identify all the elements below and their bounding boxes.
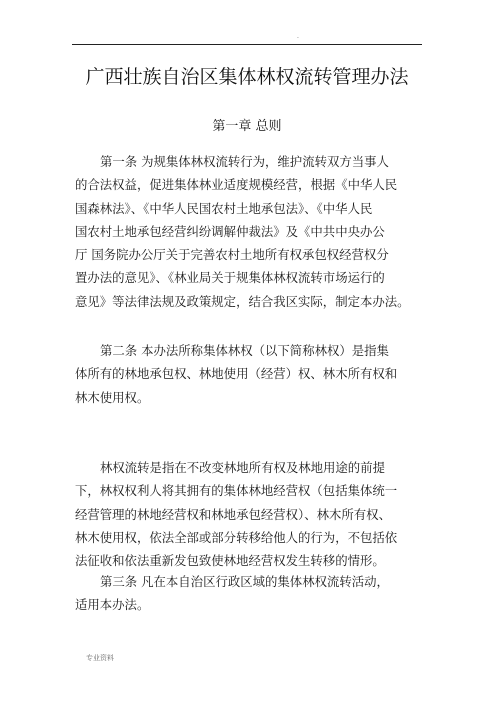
article-3-paragraph <box>75 570 424 617</box>
document-title: 广西壮族自治区集体林权流转管理办法 <box>85 66 409 88</box>
paragraph-line: 林权流转是指在不改变林地所有权及林地用途的前提 <box>100 460 385 475</box>
paragraph-line: 的合法权益，促进集体林业适度规模经营，根据《中华人民 <box>75 177 398 193</box>
header-mark: . <box>297 33 299 40</box>
chapter-heading: 第一章 总则 <box>212 119 282 134</box>
paragraph-line: 体所有的林地承包权、林地使用（经营）权、林木所有权和 <box>75 366 398 382</box>
paragraph-line: 适用本办法。 <box>75 597 150 613</box>
paragraph-line: 下，林权权利人将其拥有的集体林地经营权（包括集体统一 <box>75 483 398 499</box>
paragraph-line: 法征收和依法重新发包致使林地经营权发生转移的情形。 <box>75 553 385 569</box>
paragraph-line: 经营管理的林地经营权和林地承包经营权）、林木所有权、 <box>75 506 391 522</box>
paragraph-line: 第一条 为规集体林权流转行为，维护流转双方当事人 <box>100 154 389 169</box>
forest-transfer-definition-paragraph <box>75 456 424 572</box>
paragraph-line: 厅 国务院办公厅关于完善农村土地所有权承包权经营权分 <box>75 247 389 263</box>
article-1-paragraph <box>75 150 424 313</box>
footer-label: 专业资料 <box>86 654 114 662</box>
paragraph-line: 林木使用权。 <box>75 389 150 405</box>
article-2-paragraph <box>75 339 424 409</box>
paragraph-line: 国农村土地承包经营纠纷调解仲裁法》及《中共中央办公 <box>75 223 385 239</box>
paragraph-line: 意见》等法律法规及政策规定，结合我区实际，制定本办法。 <box>75 293 410 309</box>
paragraph-line: 林木使用权，依法全部或部分转移给他人的行为，不包括依 <box>75 529 398 545</box>
paragraph-line: 第三条 凡在本自治区行政区域的集体林权流转活动， <box>100 574 389 589</box>
paragraph-line: 国森林法》、《中华人民国农村土地承包法》、《中华人民 <box>75 200 373 216</box>
paragraph-line: 第二条 本办法所称集体林权（以下简称林权）是指集 <box>100 343 389 358</box>
header-rule <box>72 44 422 45</box>
paragraph-line: 置办法的意见》、《林业局关于规集体林权流转市场运行的 <box>75 270 385 286</box>
